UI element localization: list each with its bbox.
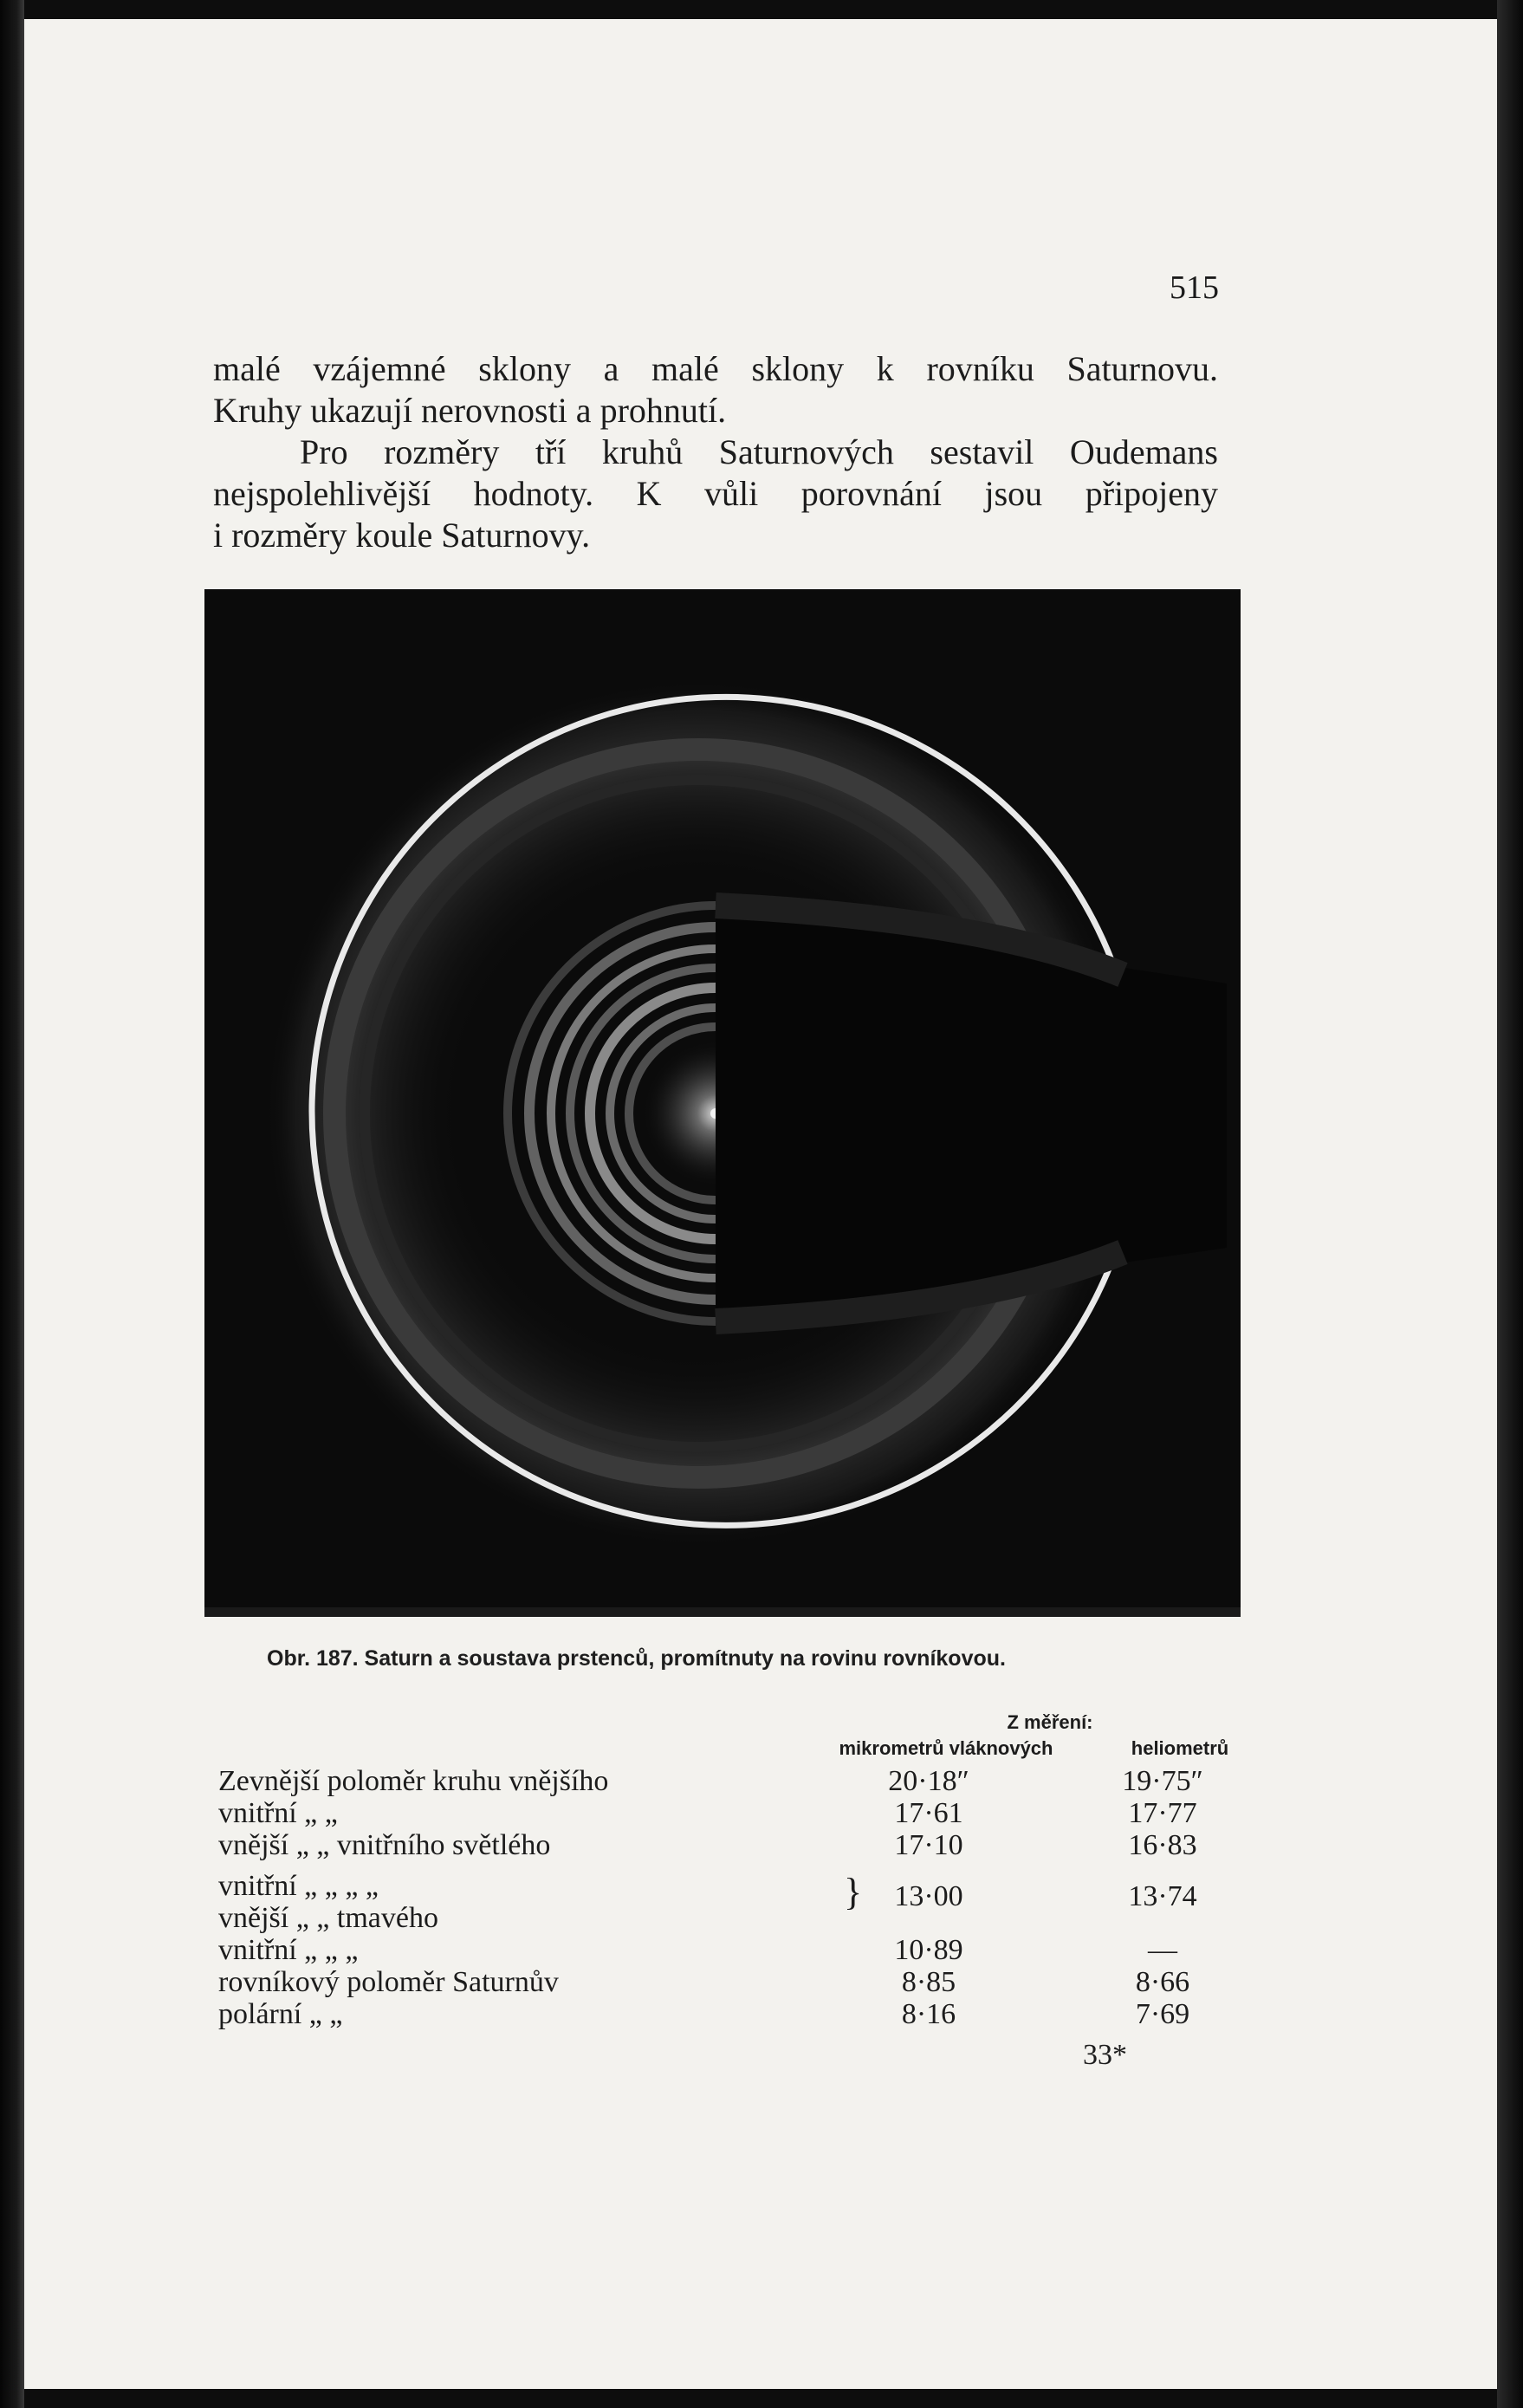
table-group-header: Z měření: [1007, 1711, 1093, 1733]
table-row [218, 1870, 1258, 1913]
row-value-heliometer: 16·83 [1128, 1829, 1197, 1861]
body-paragraph [213, 348, 1218, 556]
table-row [218, 1829, 1258, 1861]
row-label: vnější „ „ vnitřního světlého [218, 1829, 551, 1861]
row-label: Zevnější poloměr kruhu vnějšího [218, 1765, 609, 1797]
row-label: vnitřní „ „ „ „ [218, 1870, 379, 1902]
row-value-heliometer: 17·77 [1128, 1797, 1197, 1829]
row-value-heliometer: — [1148, 1934, 1177, 1966]
scan-edge-left [0, 0, 24, 2408]
row-value-micrometer: 20·18″ [888, 1765, 969, 1797]
column-header-heliometer: heliometrů [1131, 1737, 1229, 1759]
table-row [218, 1797, 1258, 1829]
page-number: 515 [1170, 269, 1219, 306]
row-value-micrometer: 13·00 [894, 1880, 963, 1912]
signature-mark: 33* [1083, 2039, 1127, 2071]
brace-glyph: } [844, 1871, 863, 1913]
row-label: polární „ „ [218, 1998, 343, 2030]
scan-edge-right [1497, 0, 1523, 2408]
table-row [218, 1998, 1258, 2030]
row-label: vnitřní „ „ [218, 1797, 338, 1829]
row-value-heliometer: 13·74 [1128, 1880, 1197, 1912]
saturn-rings-image [204, 589, 1241, 1617]
row-value-micrometer: 17·10 [894, 1829, 963, 1861]
paragraph-line: Pro rozměry tří kruhů Saturnových sestavil Oudemans [300, 432, 1218, 471]
row-value-heliometer: 19·75″ [1122, 1765, 1203, 1797]
row-label: vnitřní „ „ „ [218, 1934, 359, 1966]
paragraph-line: Kruhy ukazují nerovnosti a prohnutí. [213, 391, 727, 430]
row-label: rovníkový poloměr Saturnův [218, 1966, 559, 1998]
figure-caption: Obr. 187. Saturn a soustava prstenců, promítnuty na rovinu rovníkovou. [267, 1646, 1006, 1671]
column-header-micrometer: mikrometrů vláknových [839, 1737, 1053, 1759]
saturn-rings-figure [204, 589, 1241, 1617]
paragraph-line: nejspolehlivější hodnoty. K vůli porovnání jsou připojeny [213, 474, 1218, 513]
row-value-micrometer: 10·89 [894, 1934, 963, 1966]
row-value-micrometer: 8·85 [901, 1966, 956, 1998]
table-row [218, 1966, 1258, 1998]
row-value-micrometer: 8·16 [901, 1998, 956, 2030]
paragraph-line: i rozměry koule Saturnovy. [213, 516, 591, 555]
row-value-heliometer: 8·66 [1135, 1966, 1190, 1998]
table-header [218, 1711, 1258, 1765]
table-row [218, 1934, 1258, 1966]
row-label: vnější „ „ tmavého [218, 1902, 438, 1934]
row-value-heliometer: 7·69 [1135, 1998, 1190, 2030]
paragraph-line: malé vzájemné sklony a malé sklony k rovníku Saturnovu. [213, 349, 1218, 388]
row-value-micrometer: 17·61 [894, 1797, 963, 1829]
table-row [218, 1902, 1258, 1934]
table-row [218, 1765, 1258, 1797]
measurement-table [218, 1711, 1258, 2030]
